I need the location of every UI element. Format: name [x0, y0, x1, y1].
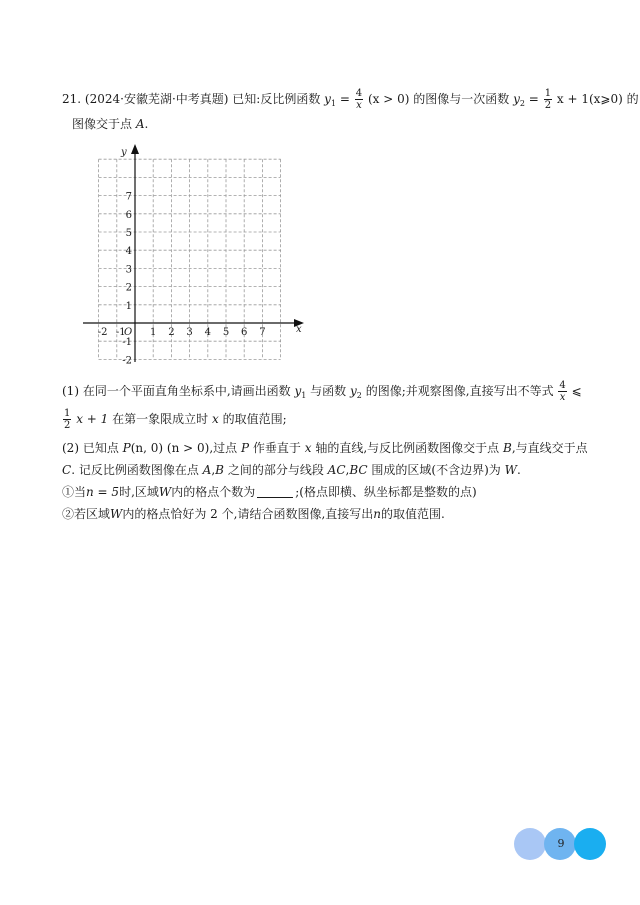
intro-text-c: 的: [626, 92, 639, 106]
part1-text-d: 在第一象限成立时: [112, 412, 209, 426]
part1-fraction-1-over-2: $\frac{1}{2}$: [64, 408, 71, 431]
tick-labels: [98, 192, 266, 366]
origin-label: O: [124, 327, 133, 338]
part1-y1: y: [294, 384, 302, 398]
y-axis-label: y: [121, 147, 127, 158]
x-tick-label: 5: [222, 327, 230, 338]
problem-source: (2024·安徽芜湖·中考真题): [84, 92, 229, 106]
y2-var: y: [513, 92, 520, 106]
q1-text-a: ①当: [62, 485, 87, 499]
point-b: B: [503, 441, 512, 455]
part2-text-a: (2) 已知点: [62, 441, 119, 455]
point-p-coords: (n, 0) (n > 0): [130, 441, 210, 455]
x-tick-label: -2: [97, 327, 108, 338]
answer-blank[interactable]: [257, 485, 293, 498]
part2-text-g: 之间的部分与线段: [227, 463, 324, 477]
problem-line-1: [62, 88, 639, 112]
x-tick-label: 1: [150, 327, 157, 338]
part1-text-a: (1) 在同一个平面直角坐标系中,请画出函数: [62, 384, 291, 398]
q2-var-n: n: [373, 507, 381, 521]
part1-fraction-4-over-x: $\frac{4}{x}$: [559, 380, 566, 403]
y-tick-label: 2: [125, 282, 132, 294]
x-tick-label: 4: [204, 327, 211, 338]
y1-var: y: [324, 92, 331, 106]
point-b-2: B: [215, 463, 224, 477]
question-2: [62, 506, 445, 522]
comma-2: ,: [345, 463, 350, 477]
q2-region-w: W: [110, 507, 123, 521]
y-axis-arrow: [131, 144, 139, 154]
coordinate-grid: [78, 140, 308, 366]
question-1: [62, 484, 477, 500]
intro-text-b: 的图像与一次函数: [413, 92, 510, 106]
point-a-2: A: [202, 463, 212, 477]
part1-y2-sub: 2: [356, 391, 362, 400]
part2-text-e: ,与直线交于点: [511, 441, 588, 455]
x-axis-label: x: [296, 324, 302, 335]
q1-condition: n = 5: [86, 485, 120, 499]
part1-line-2: [62, 408, 287, 431]
part2-var-x: x: [304, 441, 312, 455]
y-tick-label: -1: [122, 337, 132, 349]
intro-text-a: 已知:反比例函数: [232, 92, 321, 106]
part1-y1-sub: 1: [301, 391, 307, 400]
part2-text-f: . 记反比例函数图像在点: [71, 463, 199, 477]
part1-var-x: x: [211, 412, 219, 426]
q1-text-d: ;(格点即横、纵坐标都是整数的点): [295, 485, 477, 499]
x-tick-label: 3: [186, 327, 193, 338]
part1-linear-expr: x + 1: [76, 412, 109, 426]
x-tick-label: 2: [168, 327, 175, 338]
problem-line-2: [72, 116, 148, 132]
y-tick-label: 7: [125, 191, 132, 203]
y-tick-label: -2: [122, 355, 132, 366]
part2-line-2: [62, 462, 521, 478]
segment-ac: AC: [327, 463, 346, 477]
part2-text-b: ,过点: [209, 441, 238, 455]
part2-text-h: 围成的区域(不含边界)为: [371, 463, 501, 477]
y-tick-label: 5: [125, 228, 132, 239]
period-2: .: [516, 463, 521, 477]
y1-sub: 1: [330, 99, 337, 108]
period: .: [144, 117, 149, 131]
q1-text-c: 内的格点个数为: [171, 485, 256, 499]
x-tick-label: -1: [115, 327, 126, 338]
point-a: A: [135, 117, 145, 131]
y2-sub: 2: [519, 99, 525, 108]
point-p-2: P: [240, 441, 250, 455]
intro-line-2: 图像交于点: [72, 117, 133, 131]
q1-text-b: 时,区域: [119, 485, 159, 499]
x-tick-label: 7: [259, 327, 266, 338]
problem-number: 21.: [62, 92, 82, 106]
part1-y2: y: [350, 384, 357, 398]
region-w: W: [504, 463, 517, 477]
segment-bc: BC: [349, 463, 368, 477]
x-tick-label: 6: [241, 327, 248, 338]
part1-text-c: 的图像;并观察图像,直接写出不等式: [365, 384, 554, 398]
part2-text-c: 作垂直于: [252, 441, 301, 455]
page-badge-circle-left: [514, 828, 546, 860]
equals-sign: =: [339, 92, 350, 106]
y-tick-label: 4: [125, 246, 132, 258]
page-badge-circle-right: [574, 828, 606, 860]
equals-sign-2: =: [528, 92, 539, 106]
y-tick-label: 1: [125, 300, 132, 312]
fraction-1-over-2: $\frac{1}{2}$: [544, 88, 552, 111]
part1-text-e: 的取值范围;: [222, 412, 287, 426]
y-tick-label: 3: [125, 264, 132, 276]
domain-condition: (x > 0): [367, 92, 410, 106]
part2-line-1: [62, 440, 588, 456]
part2-text-d: 轴的直线,与反比例函数图像交于点: [315, 441, 500, 455]
q1-region-w: W: [158, 485, 172, 499]
leq-sign: ⩽: [571, 384, 582, 398]
y-tick-label: 6: [125, 209, 132, 221]
point-p: P: [122, 441, 131, 455]
comma: ,: [211, 463, 216, 477]
q2-text-c: 的取值范围.: [381, 507, 445, 521]
point-c: C: [62, 463, 72, 477]
q2-text-a: ②若区域: [62, 507, 111, 521]
q2-text-b: 内的格点恰好为 2 个,请结合函数图像,直接写出: [122, 507, 374, 521]
part1-line-1: [62, 380, 582, 404]
part1-text-b: 与函数: [310, 384, 347, 398]
fraction-4-over-x: $\frac{4}{x}$: [355, 88, 363, 111]
page-number: 9: [557, 837, 565, 850]
linear-tail: x + 1(x⩾0): [556, 92, 623, 106]
